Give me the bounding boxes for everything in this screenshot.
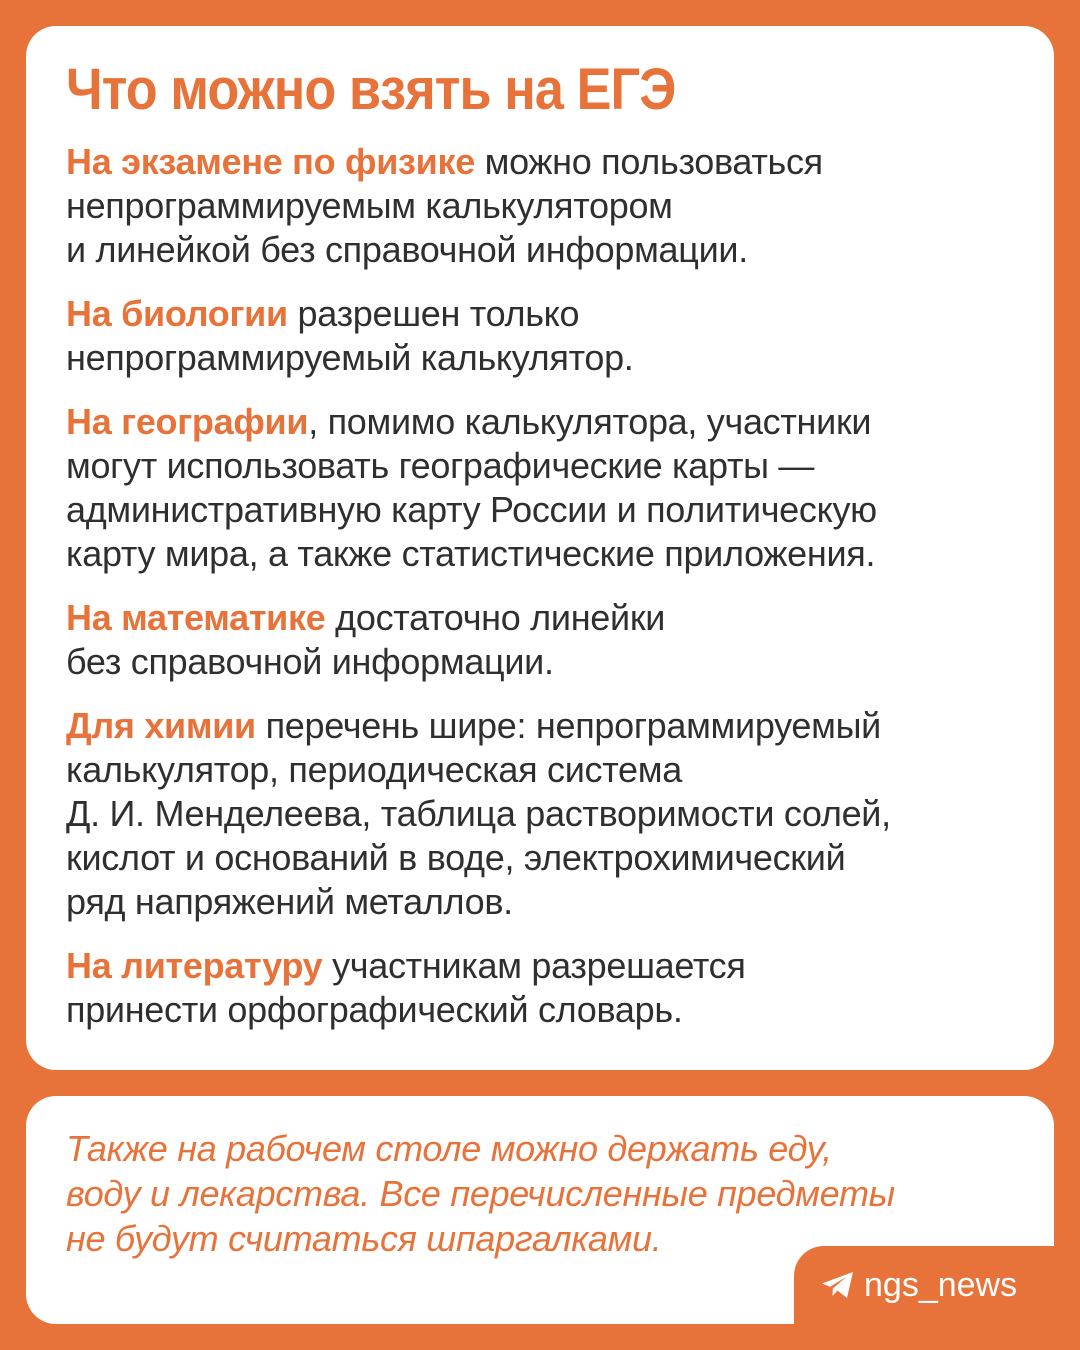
- paragraph-line: участникам разрешается: [322, 945, 746, 986]
- highlight-literature: На литературу: [66, 945, 323, 986]
- paragraph-literature: [66, 944, 1014, 1032]
- paragraph-line: и линейкой без справочной информации.: [66, 229, 748, 270]
- paragraph-line: можно пользоваться: [474, 141, 823, 182]
- paragraph-chemistry: [66, 704, 1014, 924]
- note-line: воду и лекарства. Все перечисленные предметы: [66, 1173, 895, 1214]
- note-line: Также на рабочем столе можно держать еду,: [66, 1128, 832, 1169]
- paragraph-line: , помимо калькулятора, участники: [308, 401, 872, 442]
- paragraph-line: разрешен только: [287, 293, 580, 334]
- paragraph-math: [66, 596, 1014, 684]
- paragraph-line: непрограммируемый калькулятор.: [66, 337, 634, 378]
- highlight-math: На математике: [66, 597, 326, 638]
- telegram-icon: [820, 1270, 856, 1300]
- paragraph-line: перечень шире: непрограммируемый: [255, 705, 881, 746]
- paragraph-geography: [66, 400, 1014, 576]
- paragraph-biology: [66, 292, 1014, 380]
- paragraph-line: административную карту России и политическую: [66, 489, 877, 530]
- paragraph-physics: [66, 140, 1014, 272]
- note-text: [66, 1126, 1014, 1261]
- paragraph-line: карту мира, а также статистические приложения.: [66, 533, 876, 574]
- paragraph-line: Д. И. Менделеева, таблица растворимости солей,: [66, 793, 891, 834]
- channel-name: ngs_news: [864, 1266, 1018, 1304]
- highlight-biology: На биологии: [66, 293, 288, 334]
- paragraph-line: принести орфографический словарь.: [66, 989, 683, 1030]
- paragraph-line: могут использовать географические карты —: [66, 445, 815, 486]
- paragraph-line: ряд напряжений металлов.: [66, 881, 513, 922]
- paragraph-line: калькулятор, периодическая система: [66, 749, 682, 790]
- main-card: [26, 26, 1054, 1070]
- page-title: Что можно взять на ЕГЭ: [66, 57, 676, 122]
- highlight-geography: На географии: [66, 401, 309, 442]
- paragraph-line: непрограммируемым калькулятором: [66, 185, 673, 226]
- note-line: не будут считаться шпаргалками.: [66, 1218, 662, 1259]
- highlight-chemistry: Для химии: [66, 705, 256, 746]
- highlight-physics: На экзамене по физике: [66, 141, 475, 182]
- paragraph-line: достаточно линейки: [325, 597, 666, 638]
- telegram-channel-tag[interactable]: [794, 1246, 1054, 1324]
- paragraph-line: без справочной информации.: [66, 641, 554, 682]
- paragraph-line: кислот и оснований в воде, электрохимический: [66, 837, 846, 878]
